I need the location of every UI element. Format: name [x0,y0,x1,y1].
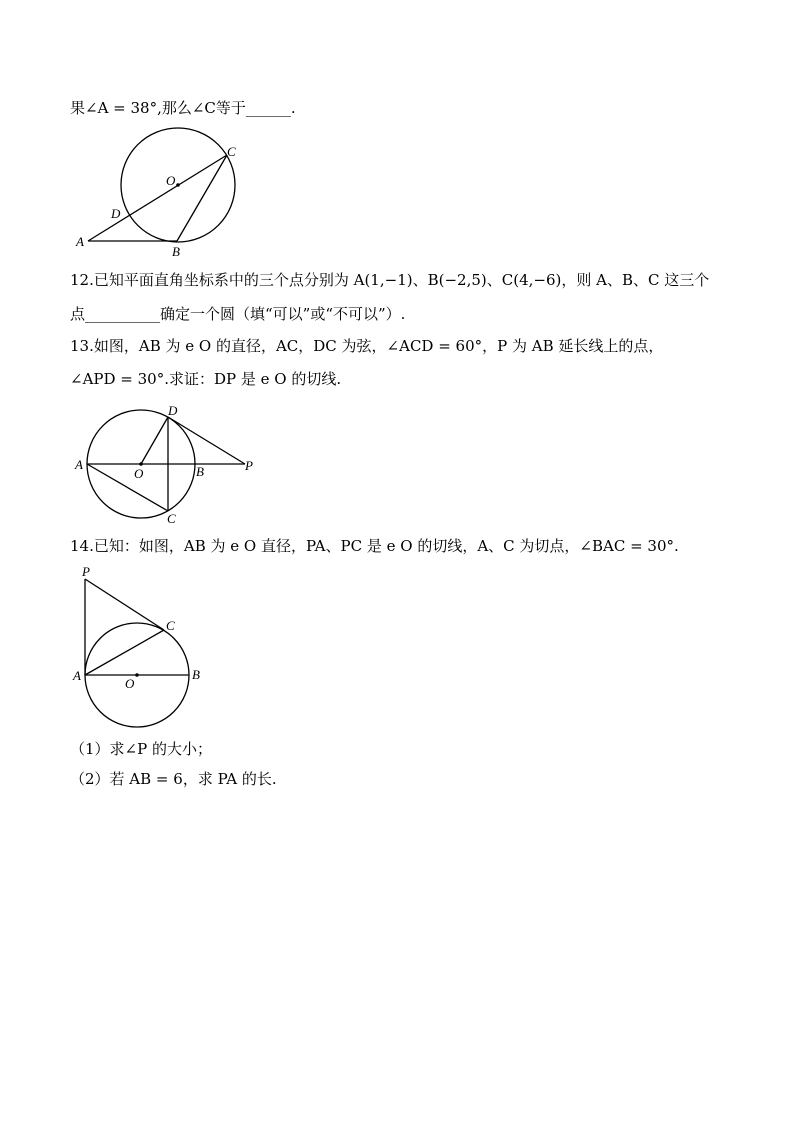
line-pc [85,579,164,630]
q13-line2: ∠APD = 30°.求证：DP 是 e O 的切线. [70,370,342,388]
label-o: O [134,466,144,481]
q14-part2: （2）若 AB = 6，求 PA 的长. [70,770,277,788]
label-a: A [73,668,81,683]
label-a: A [76,234,84,249]
label-c: C [227,144,236,159]
q12-line1: 12.已知平面直角坐标系中的三个点分别为 A(1,−1)、B(−2,5)、C(4,−6)，则 A、B、C 这三个 [70,271,710,289]
label-c: C [167,511,176,526]
q13-line1: 13.如图，AB 为 e O 的直径，AC，DC 为弦，∠ACD = 60°，P 为 AB 延长线上的点， [70,337,664,355]
label-o: O [125,676,135,691]
label-b: B [172,244,180,259]
label-p: P [82,564,90,579]
label-b: B [196,464,204,479]
label-a: A [75,457,83,472]
label-d: D [168,403,178,418]
label-o: O [166,173,176,188]
label-p: P [245,458,253,473]
line-ac [85,630,164,675]
label-c: C [166,618,175,633]
label-b: B [192,667,200,682]
q14-part1: （1）求∠P 的大小； [70,740,212,758]
q14-line1: 14.已知：如图，AB 为 e O 直径，PA、PC 是 e O 的切线，A、C 为切点，∠BAC = 30°. [70,537,679,555]
label-d: D [111,206,121,221]
q11-text: 果∠A = 38°,那么∠C等于______. [70,99,296,117]
center-dot [135,673,139,677]
q12-line2: 点__________确定一个圆（填“可以”或“不可以”）. [70,305,406,323]
